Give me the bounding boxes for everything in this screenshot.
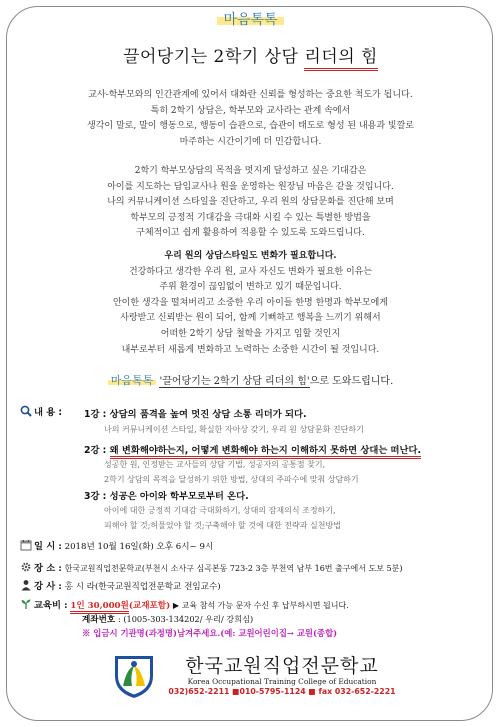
calendar-icon [20,539,32,551]
closing-suffix: 으로 도와드립니다. [309,376,394,387]
person-icon [20,579,32,591]
place-row: 장 소 : 한국교원직업전문학교(부천시 소사구 심곡본동 723-2 3층 부천역 남부 16번 출구에서 도보 5분) [20,560,402,574]
lecture-1-detail: 나의 커뮤니케이션 스타일, 확실한 자아상 갖기, 우리 원 상담문화 진단하기 [104,425,364,434]
title-emphasis: 리더의 힘 [304,47,378,71]
fee-amount: 1인 30,000원 [70,601,128,614]
school-logo [113,652,155,700]
school-contact: 032)652-2211 ■010-5795-1124 ■ fax 032-652-2221 [168,687,396,696]
school-name-english: Korea Occupational Training College of Education [187,677,377,686]
brand-header [0,9,501,29]
fee-note: (교재포함) [128,601,171,611]
closing-quote: '끌어당기는 2학기 상담 리더의 힘' [159,376,310,387]
closing-line [0,372,501,388]
gear-icon [20,561,32,573]
intro-paragraph-3: 우리 원의 상담스타일도 변화가 필요합니다. 건강하다고 생각한 우리 원, 교사 자신도 변화가 필요한 이유는 주위 환경이 끊임없이 변하고 있기 때문입니다. 안이한 생각을 떨쳐버리고 소중한 우리 아이들 한명 한명과 학부모에게 사랑받고 신뢰받는 원이 되어, 함께 기뻐하고 행복을 느끼기 위해서 어떠한 2학기 상담 철학을 가지고 임할 것인지 내부로부터 새롭게 변화하고 노력하는 소중한 시간이 될 것입니다. [112,251,388,355]
intro-paragraph-2: 2학기 학부모상담의 목적을 멋지게 달성하고 싶은 기대감은 아이를 지도하는 담임교사나 원을 운영하는 원장님 마음은 같을 것입니다. 나의 커뮤니케이션 스타일을 진단하고, 우리 원의 상담문화를 진단해 보며 학부모의 긍정적 기대감을 극대화 시킬 수 있는 특별한 방법을 구체적이고 쉽게 활용하여 적용할 수 있도록 도와드립니다. [107,166,394,239]
brand-label: 마음톡톡 [217,9,283,29]
lecture-2-detail-2: 2학기 상담의 목적을 달성하기 위한 방법, 상대의 주파수에 맞춰 상담하기 [104,475,359,484]
fee-row: 교육비 : 1인 30,000원(교재포함) ▶ 교육 참석 가능 문자 수신 후 납부하시면 됩니다. [20,597,349,611]
date-row: 일 시 : 2018년 10월 16일(화) 오후 6시~ 9시 [20,538,213,552]
title-main: 끌어당기는 2학기 상담 [123,47,305,67]
sprout-icon [20,598,32,610]
magnifier-icon [20,405,32,417]
intro-paragraph-1: 교사-학부모와의 인간관계에 있어서 대화란 신뢰를 형성하는 중요한 척도가 됩니다. 특히 2학기 상담은, 학부모와 교사라는 관계 속에서 생각이 말로, 말이 행동으로, 행동이 습관으로, 습관이 태도로 형성 된 내용과 빛깔로 마주하는 시간이기에 더 민감합니다. [87,90,414,147]
school-name-korean: 한국교원직업전문학교 [185,655,379,677]
lecture-2: 2강 : 왜 변화해야하는지, 어떻게 변화해야 하는지 이해하지 못하면 상대는 떠난다. [84,442,421,456]
lecture-3-detail-1: 아이에 대한 긍정적 기대감 극대화하기, 상대의 잠재의식 조정하기, [104,506,336,515]
lecture-3: 3강 : 성공은 아이와 학부모로부터 온다. [84,491,249,502]
content-label: 내 용 : [20,404,62,418]
closing-brand: 마음톡톡 [108,374,157,387]
lecturer-row: 강 사 : 홍 시 라(한국교원직업전문학교 전임교수) [20,578,221,592]
lecture-1: 1강 : 상담의 품격을 높여 멋진 상담 소통 리더가 되다. [84,409,307,420]
page-title [0,42,501,67]
deposit-notice: ※ 입금시 기관명(과정명)남겨주세요.(예: 교원어린이집→ 교원(종합) [82,628,338,638]
school-footer [162,655,402,697]
lecture-2-detail-1: 성공한 원, 인정받는 교사들의 상담 기법, 성공자의 공통점 찾기, [104,460,326,469]
account-row: 계좌번호 : (1005-303-134202/ 우리/ 강희심) [82,614,254,625]
lecture-3-detail-2: 피해야 할 것;허물었야 할 것;구축해야 할 것에 대한 전략과 실천방법 [104,521,341,530]
